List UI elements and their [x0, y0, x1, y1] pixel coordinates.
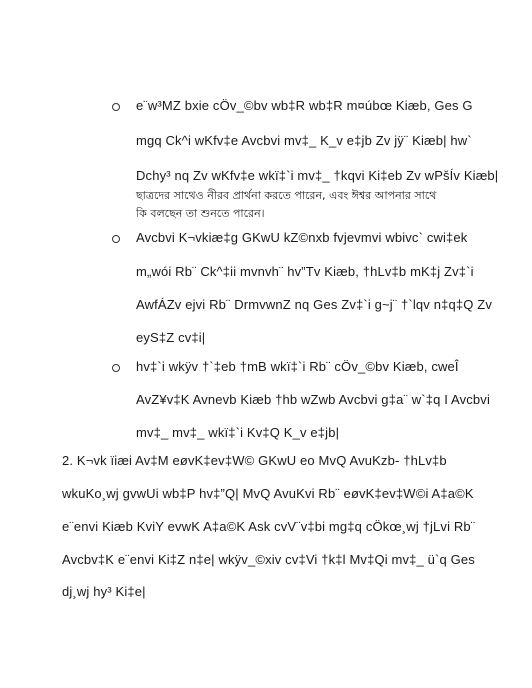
- bullet-1-line-3: Dchy³ nq Zv wKfv‡e wkï‡`i mv‡_ †kqvi Ki‡eb Zv wPšÍv Kiæb|: [136, 168, 499, 183]
- bullet-marker: [112, 364, 120, 372]
- bullet-marker: [112, 103, 120, 111]
- paragraph-line-4: Avcbv‡K e¨envi Ki‡Z n‡e| wkÿv_©xiv cv‡Vi †k‡l Mv‡Qi mv‡_ ü`q Ges: [62, 552, 475, 567]
- bullet-2-line-3: AwfÁZv ejvi Rb¨ DrmvwnZ nq Ges Zv‡`i g~j¨ †`lqv n‡q‡Q Zv: [136, 297, 493, 312]
- bullet-2-line-1: Avcbvi K¬vkiæ‡g GKwU kZ©nxb fvjevmvi wbivc` cwi‡ek: [136, 230, 468, 245]
- paragraph-line-2: wkuKo¸wj gvwUi wb‡P hv‡”Q| MvQ AvuKvi Rb¨ eøvK‡ev‡W©i A‡a©K: [62, 486, 474, 501]
- bullet-3-line-2: AvZ¥v‡K Avnevb Kiæb †hb wZwb Avcbvi g‡a¨ w`‡q I Avcbvi: [136, 392, 490, 407]
- bullet-1-line-1: e¨w³MZ bxie cÖv_©bv wb‡R wb‡R m¤úbœ Kiæb, Ges G: [136, 98, 473, 113]
- paragraph-line-1: 2. K¬vk ïiæi Av‡M eøvK‡ev‡W© GKwU eo MvQ AvuKzb- †hLv‡b: [62, 453, 447, 468]
- bullet-2-line-4: eyS‡Z cv‡i|: [136, 330, 206, 345]
- bullet-marker: [112, 235, 120, 243]
- bullet-1-bangla-line-1: ছাত্রদের সাথেও নীরব প্রার্থনা করতে পারেন, এবং ঈশ্বর আপনার সাথে: [136, 189, 437, 202]
- bullet-1-line-2: mgq Ck^i wKfv‡e Avcbvi mv‡_ K_v e‡jb Zv jÿ¨ Kiæb| hw`: [136, 133, 472, 148]
- bullet-1-bangla-line-2: কি বলছেন তা শুনতে পারেন।: [136, 207, 265, 220]
- paragraph-line-5: dj¸wj hy³ Ki‡e|: [62, 584, 146, 599]
- bullet-3-line-1: hv‡`i wkÿv †`‡eb †mB wkï‡`i Rb¨ cÖv_©bv Kiæb, cweÎ: [136, 359, 459, 374]
- bullet-3-line-3: mv‡_ mv‡_ wkï‡`i Kv‡Q K_v e‡jb|: [136, 425, 340, 440]
- paragraph-line-3: e¨envi Kiæb KviY evwK A‡a©K Ask cvV¨v‡bi mg‡q cÖkœ¸wj †jLvi Rb¨: [62, 519, 476, 534]
- bullet-2-line-2: m„wói Rb¨ Ck^‡ii mvnvh¨ hv”Tv Kiæb, †hLv‡b mK‡j Zv‡`i: [136, 264, 474, 279]
